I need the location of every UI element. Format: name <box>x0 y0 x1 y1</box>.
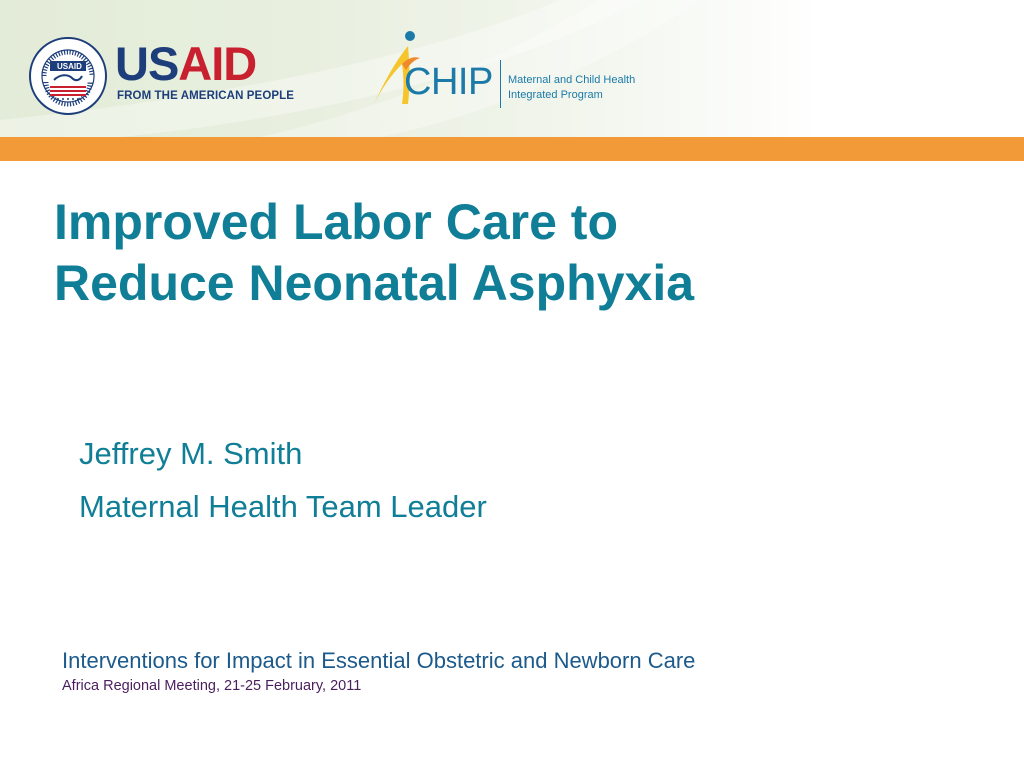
presenter-block <box>79 427 487 533</box>
mchip-program-line2: Integrated Program <box>508 89 603 101</box>
seal-banner-text: USAID <box>57 62 82 71</box>
usaid-seal-icon <box>28 36 108 116</box>
usaid-tagline: FROM THE AMERICAN PEOPLE <box>117 90 295 102</box>
usaid-wordmark-aid: AID <box>178 37 257 90</box>
mchip-divider <box>500 60 501 108</box>
usaid-wordmark <box>115 37 257 90</box>
usaid-wordmark-us: US <box>115 37 179 90</box>
presenter-name: Jeffrey M. Smith <box>79 436 303 471</box>
slide-title-line1: Improved Labor Care to <box>54 194 618 250</box>
event-title: Interventions for Impact in Essential Obstetric and Newborn Care <box>62 648 696 673</box>
accent-bar <box>0 137 1024 161</box>
mchip-wordmark: CHIP <box>404 61 493 103</box>
slide-title <box>54 192 984 314</box>
mchip-program-line1: Maternal and Child Health <box>508 74 636 86</box>
header-banner <box>0 0 1024 137</box>
presenter-role: Maternal Health Team Leader <box>79 489 487 524</box>
mchip-program-name <box>508 73 635 103</box>
event-detail: Africa Regional Meeting, 21-25 February, 2011 <box>62 678 362 694</box>
slide-title-line2: Reduce Neonatal Asphyxia <box>54 255 695 311</box>
